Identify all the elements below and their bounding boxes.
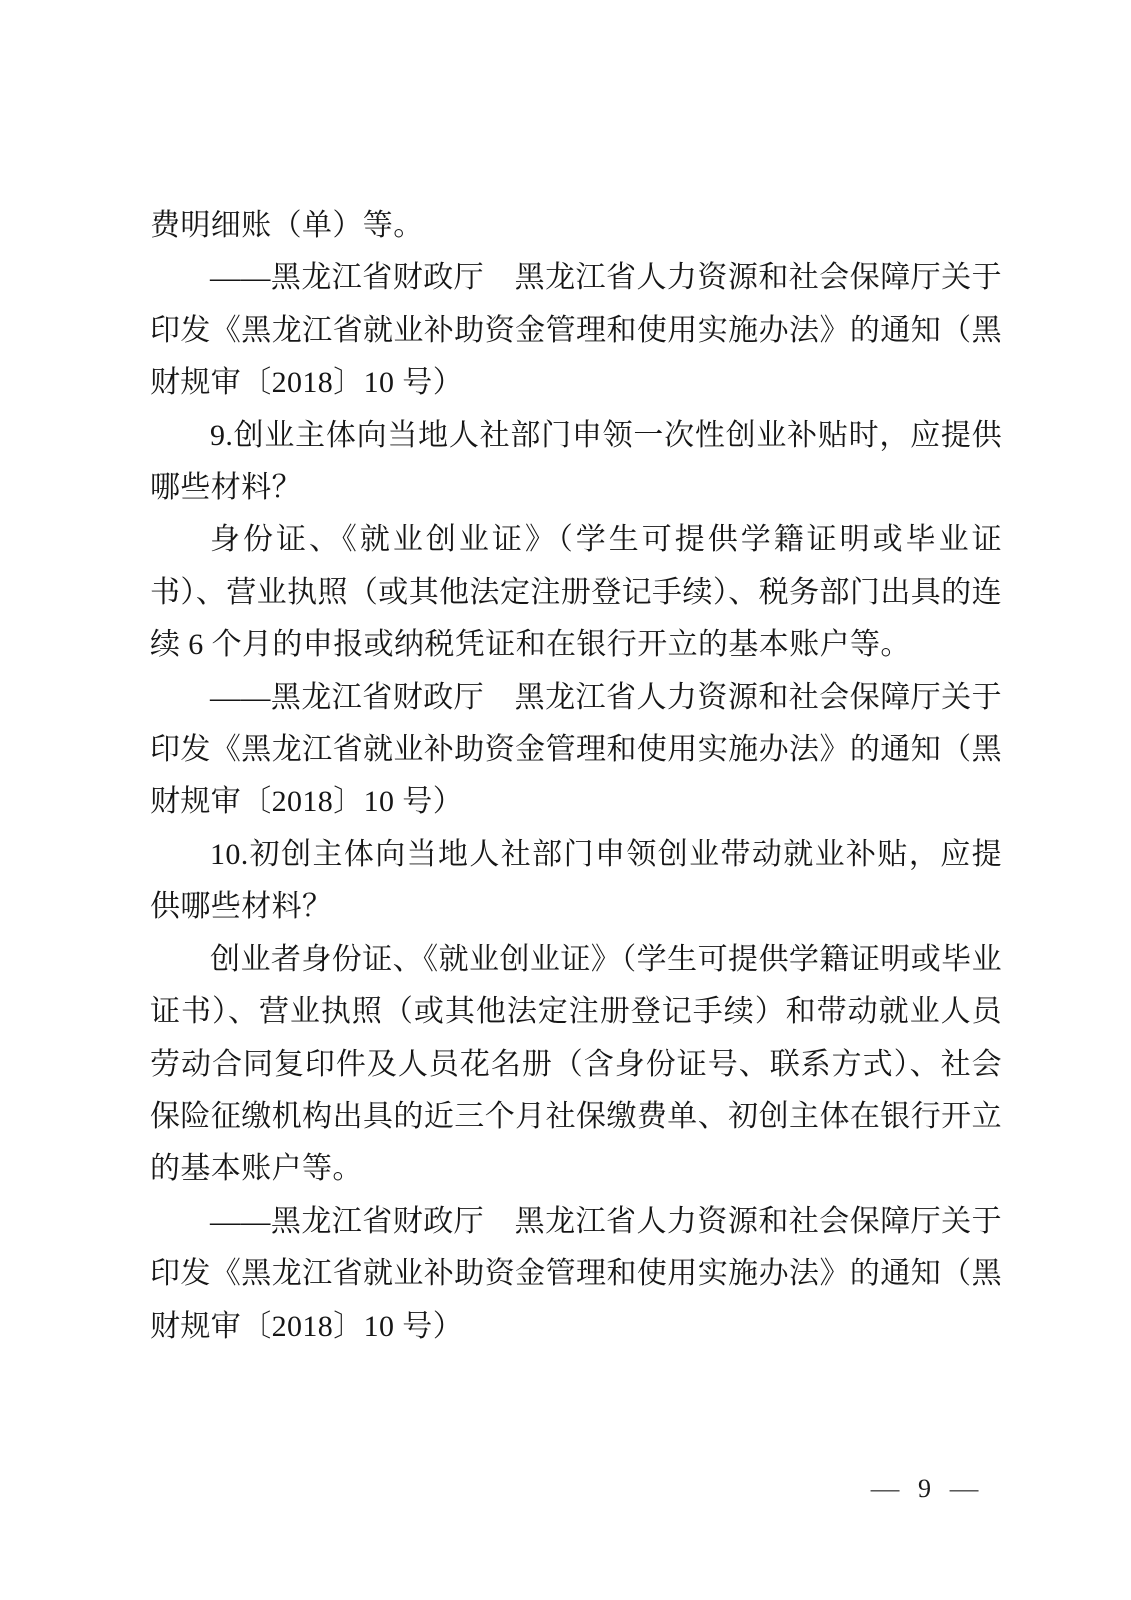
citation-source-1: ——黑龙江省财政厅 黑龙江省人力资源和社会保障厅关于印发《黑龙江省就业补助资金管理和使用实施办法》的通知（黑财规审〔2018〕10 号） (150, 261, 1002, 400)
page-footer (872, 1474, 977, 1504)
question-10: 10.初创主体向当地人社部门申领创业带动就业补贴，应提供哪些材料？ (150, 837, 1002, 924)
answer-10: 创业者身份证、《就业创业证》（学生可提供学籍证明或毕业证书）、营业执照（或其他法定注册登记手续）和带动就业人员劳动合同复印件及人员花名册（含身份证号、联系方式）、社会保险征缴机构出具的近三个月社保缴费单、初创主体在银行开立的基本账户等。 (150, 942, 1002, 1186)
paragraph-continuation: 费明细账（单）等。 (150, 209, 424, 242)
page-number: 9 (918, 1474, 931, 1503)
question-9: 9.创业主体向当地人社部门申领一次性创业补贴时，应提供哪些材料？ (150, 418, 1002, 505)
document-text-block (150, 200, 1002, 1353)
citation-source-2: ——黑龙江省财政厅 黑龙江省人力资源和社会保障厅关于印发《黑龙江省就业补助资金管理和使用实施办法》的通知（黑财规审〔2018〕10 号） (150, 680, 1002, 819)
answer-9: 身份证、《就业创业证》（学生可提供学籍证明或毕业证书）、营业执照（或其他法定注册登记手续）、税务部门出具的连续 6 个月的申报或纳税凭证和在银行开立的基本账户等。 (150, 523, 1002, 662)
citation-source-3: ——黑龙江省财政厅 黑龙江省人力资源和社会保障厅关于印发《黑龙江省就业补助资金管理和使用实施办法》的通知（黑财规审〔2018〕10 号） (150, 1204, 1002, 1343)
footer-right-dash: — (949, 1474, 979, 1503)
footer-left-dash: — (870, 1474, 900, 1503)
